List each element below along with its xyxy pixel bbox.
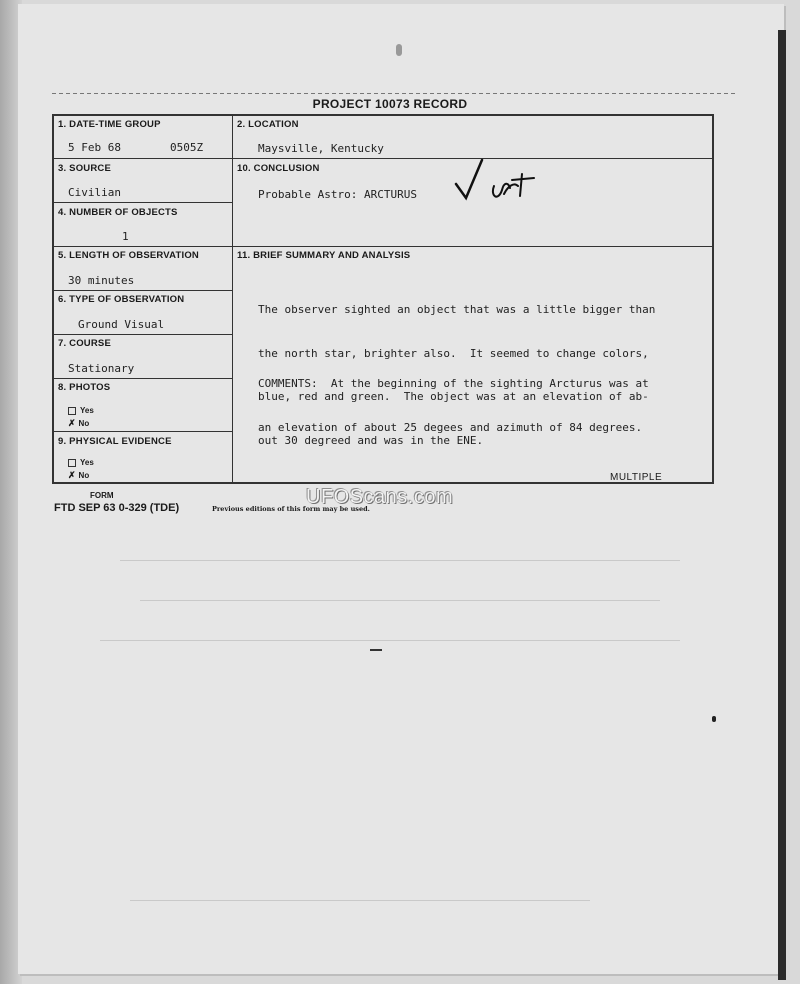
checkmark-initials-icon bbox=[452, 156, 542, 206]
checkbox-checked-icon: ✗ bbox=[68, 470, 76, 480]
row-divider bbox=[54, 202, 232, 203]
length-of-observation-label: 5. LENGTH OF OBSERVATION bbox=[58, 250, 199, 261]
column-divider bbox=[232, 116, 233, 482]
row-divider bbox=[54, 334, 232, 335]
summary-line: the north star, brighter also. It seemed to change colors, bbox=[258, 346, 649, 360]
checkbox-empty-icon bbox=[68, 459, 76, 467]
comments-line: COMMENTS: At the beginning of the sighting Arcturus was at bbox=[258, 377, 649, 390]
stray-mark bbox=[370, 649, 382, 651]
physical-evidence-no-option: ✗ No bbox=[68, 470, 90, 480]
row-divider bbox=[54, 158, 714, 159]
source-value: Civilian bbox=[68, 186, 121, 199]
scan-right-edge bbox=[778, 30, 786, 980]
number-of-objects-label: 4. NUMBER OF OBJECTS bbox=[58, 207, 178, 218]
physical-evidence-label: 9. PHYSICAL EVIDENCE bbox=[58, 436, 172, 447]
location-label: 2. LOCATION bbox=[237, 119, 299, 130]
course-label: 7. COURSE bbox=[58, 338, 112, 349]
date-time-group-label: 1. DATE-TIME GROUP bbox=[58, 119, 161, 130]
bleed-through-line bbox=[130, 900, 590, 901]
form-title: PROJECT 10073 RECORD bbox=[312, 97, 468, 111]
photos-no-option: ✗ No bbox=[68, 418, 90, 428]
row-divider bbox=[54, 290, 232, 291]
checkbox-checked-icon: ✗ bbox=[68, 418, 76, 428]
length-of-observation-value: 30 minutes bbox=[68, 274, 135, 287]
type-of-observation-label: 6. TYPE OF OBSERVATION bbox=[58, 294, 185, 305]
type-of-observation-value: Ground Visual bbox=[78, 318, 165, 331]
photos-yes-option: Yes bbox=[68, 406, 94, 415]
comments-line: an elevation of about 25 degees and azimuth of 84 degrees. bbox=[258, 420, 643, 434]
bleed-through-line bbox=[100, 640, 680, 641]
watermark: UFOScans.com bbox=[306, 486, 454, 508]
summary-line: blue, red and green. The object was at an elevation of ab- bbox=[258, 390, 649, 403]
comments-text bbox=[258, 348, 649, 464]
footer-form-label: FORM bbox=[90, 491, 114, 500]
footer-form-id: FTD SEP 63 0-329 (TDE) bbox=[54, 502, 180, 514]
checkbox-empty-icon bbox=[68, 407, 76, 415]
location-value: Maysville, Kentucky bbox=[258, 142, 384, 155]
source-label: 3. SOURCE bbox=[58, 163, 112, 174]
footer-note: Previous editions of this form may be used. bbox=[212, 505, 370, 513]
physical-evidence-yes-option: Yes bbox=[68, 458, 94, 467]
conclusion-value: Probable Astro: ARCTURUS bbox=[258, 188, 417, 201]
time-value: 0505Z bbox=[170, 141, 204, 154]
punch-mark bbox=[396, 44, 402, 56]
row-divider bbox=[54, 246, 714, 247]
conclusion-label: 10. CONCLUSION bbox=[237, 163, 320, 174]
number-of-objects-value: 1 bbox=[122, 230, 129, 243]
date-value: 5 Feb 68 bbox=[68, 141, 121, 154]
summary-line: out 30 degreed and was in the ENE. bbox=[258, 433, 484, 447]
bleed-through-line bbox=[140, 600, 660, 601]
bleed-through-line bbox=[120, 560, 680, 561]
row-divider bbox=[54, 431, 232, 432]
row-divider bbox=[54, 378, 232, 379]
top-dashed-rule bbox=[52, 93, 737, 94]
photos-label: 8. PHOTOS bbox=[58, 382, 111, 393]
multiple-stamp: MULTIPLE bbox=[610, 472, 663, 483]
summary-line: The observer sighted an object that was a little bigger than bbox=[258, 303, 656, 316]
summary-label: 11. BRIEF SUMMARY AND ANALYSIS bbox=[237, 250, 411, 261]
course-value: Stationary bbox=[68, 362, 135, 375]
stray-mark bbox=[712, 716, 716, 722]
record-form bbox=[52, 114, 714, 484]
